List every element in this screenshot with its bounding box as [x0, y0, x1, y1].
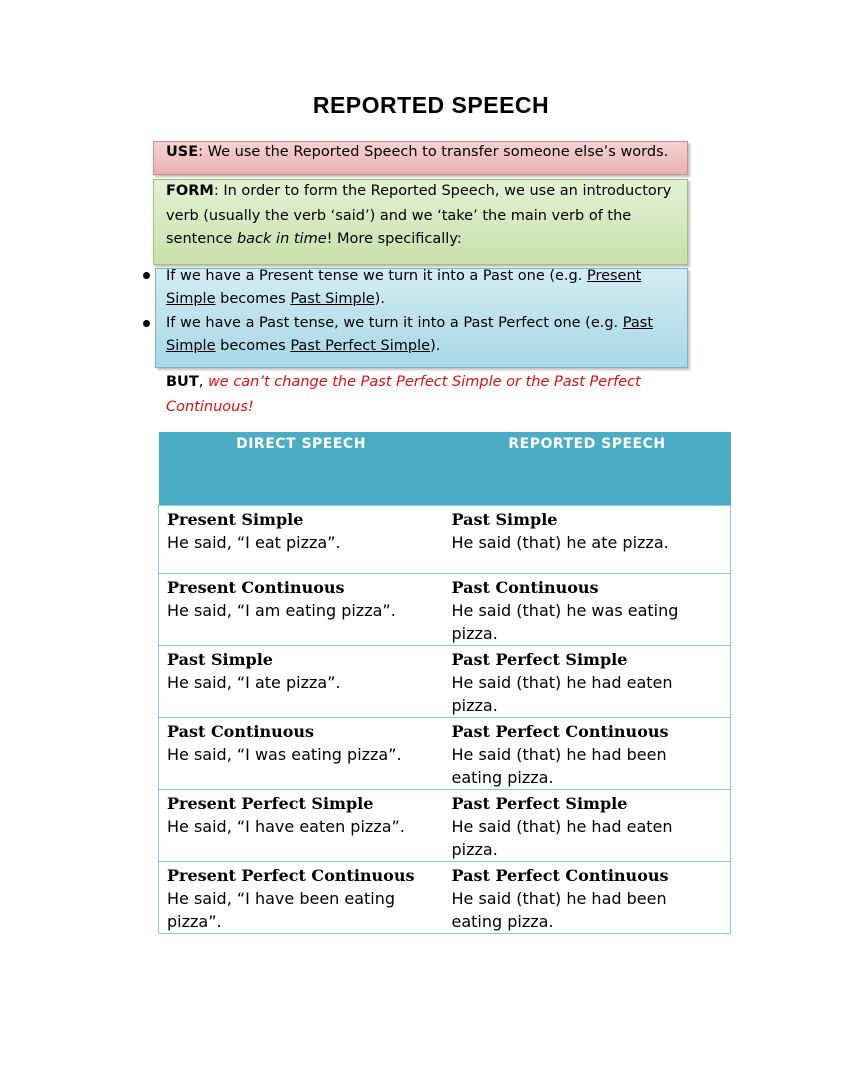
but-comma: ,	[198, 374, 208, 390]
reported-cell	[444, 506, 731, 574]
header-reported-speech: REPORTED SPEECH	[444, 432, 731, 506]
reported-example: He said (that) he had been eating pizza.	[451, 745, 667, 787]
form-line-3-italic: back in time	[236, 231, 327, 247]
direct-example: He said, “I was eating pizza”.	[167, 745, 402, 764]
bullet-1-end: ).	[374, 291, 385, 307]
form-line-2: verb (usually the verb ‘said’) and we ‘take’ the main verb of the	[166, 208, 632, 224]
form-line-3-start: sentence	[166, 231, 237, 247]
direct-example: He said, “I am eating pizza”.	[167, 601, 396, 620]
form-line-1-text: : In order to form the Reported Speech, we use an introductory	[213, 183, 672, 199]
form-line-3-end: ! More specifically:	[326, 231, 462, 247]
table-row	[159, 862, 731, 934]
bullet-1-underlined: Present	[586, 268, 642, 284]
bullet-1-line-1	[166, 265, 641, 288]
reported-tense: Past Perfect Simple	[451, 650, 628, 669]
direct-tense: Present Perfect Simple	[167, 794, 374, 813]
direct-example: He said, “I have been eating pizza”.	[167, 889, 396, 931]
direct-tense: Present Continuous	[167, 578, 345, 597]
use-label: USE	[166, 144, 199, 160]
reported-tense: Past Perfect Simple	[451, 794, 628, 813]
but-warning: we can’t change the Past Perfect Simple or the Past Perfect	[207, 374, 641, 390]
bullet-1-line-2	[166, 288, 385, 311]
direct-example: He said, “I ate pizza”.	[167, 673, 341, 692]
reported-example: He said (that) he ate pizza.	[451, 533, 669, 552]
bullet-1-underlined-3: Past Simple	[290, 291, 375, 307]
direct-tense: Past Simple	[167, 650, 273, 669]
direct-cell	[159, 506, 444, 574]
page-title: REPORTED SPEECH	[312, 92, 550, 118]
form-line-3	[166, 228, 462, 251]
reported-tense: Past Perfect Continuous	[451, 722, 669, 741]
bullet-1-text: If we have a Present tense we turn it into a Past one (e.g.	[166, 268, 587, 284]
reported-cell	[444, 646, 731, 718]
direct-cell	[159, 646, 444, 718]
table-row	[159, 646, 731, 718]
direct-example: He said, “I eat pizza”.	[167, 533, 341, 552]
bullet-dot-icon	[143, 272, 150, 279]
bullet-2-underlined-3: Past Perfect Simple	[290, 338, 431, 354]
reported-example: He said (that) he had eaten pizza.	[451, 817, 673, 859]
direct-tense: Past Continuous	[167, 722, 315, 741]
reported-tense: Past Simple	[451, 510, 558, 529]
direct-cell	[159, 790, 444, 862]
direct-tense: Present Simple	[167, 510, 304, 529]
bullet-2-end: ).	[430, 338, 441, 354]
table-header-row	[159, 432, 731, 506]
bullet-2-line-1	[166, 312, 653, 335]
but-line-1	[166, 371, 641, 394]
bullet-2-underlined: Past	[622, 315, 653, 331]
reported-example: He said (that) he had eaten pizza.	[451, 673, 673, 715]
reported-example: He said (that) he was eating pizza.	[451, 601, 679, 643]
reported-cell	[444, 574, 731, 646]
direct-example: He said, “I have eaten pizza”.	[167, 817, 405, 836]
use-text	[166, 141, 668, 164]
direct-cell	[159, 574, 444, 646]
reported-cell	[444, 862, 731, 934]
header-direct-speech: DIRECT SPEECH	[159, 432, 444, 506]
tense-table	[158, 432, 731, 934]
bullet-2-text: If we have a Past tense, we turn it into a Past Perfect one (e.g.	[166, 315, 623, 331]
form-line-1	[166, 180, 671, 203]
reported-cell	[444, 718, 731, 790]
bullet-2-line-2	[166, 335, 440, 358]
reported-cell	[444, 790, 731, 862]
form-label: FORM	[166, 183, 214, 199]
direct-tense: Present Perfect Continuous	[167, 866, 415, 885]
direct-cell	[159, 862, 444, 934]
table-row	[159, 790, 731, 862]
table-row	[159, 718, 731, 790]
but-label: BUT	[166, 374, 199, 390]
bullet-1-mid: becomes	[215, 291, 291, 307]
bullet-2-underlined-2: Simple	[166, 338, 216, 354]
use-description: : We use the Reported Speech to transfer someone else’s words.	[198, 144, 669, 160]
bullet-dot-icon	[143, 320, 150, 327]
table-row	[159, 574, 731, 646]
bullet-2-mid: becomes	[215, 338, 291, 354]
bullet-1-underlined-2: Simple	[166, 291, 216, 307]
reported-tense: Past Continuous	[451, 578, 599, 597]
table-row	[159, 506, 731, 574]
but-line-2: Continuous!	[166, 399, 254, 415]
reported-example: He said (that) he had been eating pizza.	[451, 889, 667, 931]
reported-tense: Past Perfect Continuous	[451, 866, 669, 885]
direct-cell	[159, 718, 444, 790]
